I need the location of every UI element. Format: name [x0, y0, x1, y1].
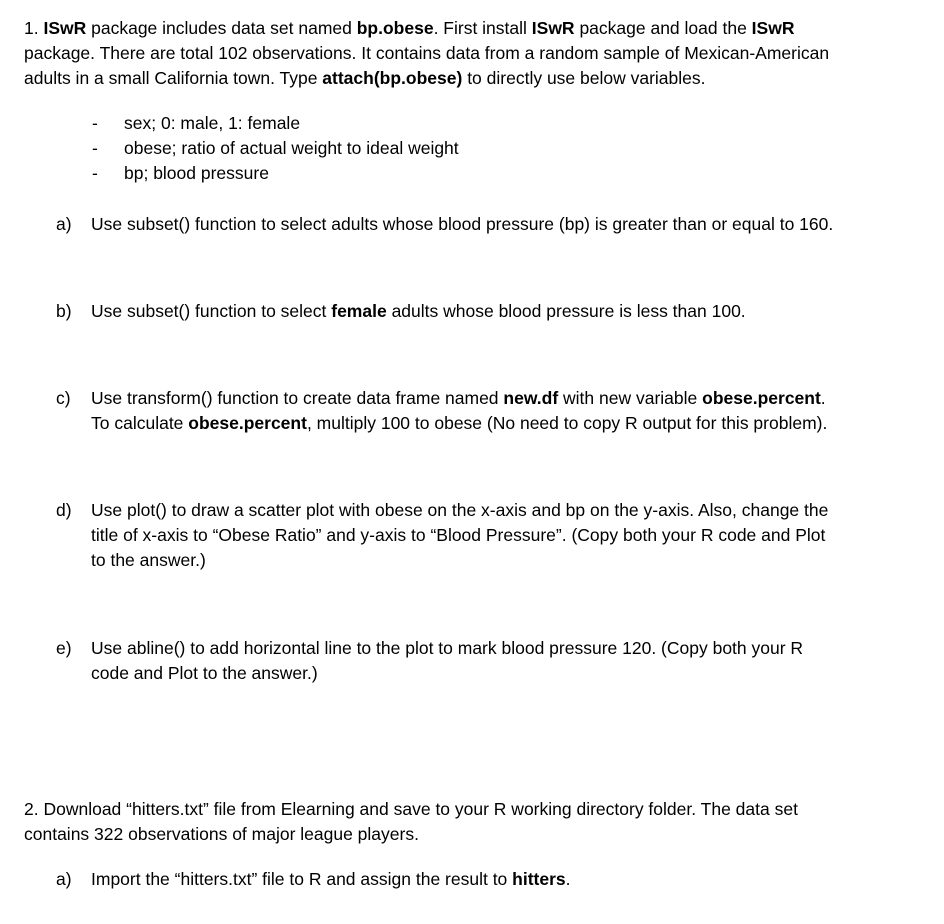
variable-bullet-dash: -: [92, 138, 98, 158]
q1b-text: Use subset() function to select female adults whose blood pressure is less than 100.: [91, 301, 746, 321]
q1c-text-line-2: To calculate obese.percent, multiply 100 to obese (No need to copy R output for this problem).: [91, 413, 828, 433]
dataset-name: bp.obese: [356, 18, 434, 38]
q1c-label: c): [56, 388, 71, 408]
variable-item-obese: obese; ratio of actual weight to ideal weight: [124, 138, 459, 158]
q1-intro-line-1: 1. ISwR package includes data set named bp.obese. First install ISwR package and load the ISwR: [24, 18, 795, 38]
q2-intro-line-2: contains 322 observations of major league players.: [24, 824, 419, 844]
q1-intro-line-3: adults in a small California town. Type attach(bp.obese) to directly use below variables.: [24, 68, 706, 88]
q2-intro-line-1: 2. Download “hitters.txt” file from Elearning and save to your R working directory folder. The data set: [24, 799, 798, 819]
q1d-text-line-1: Use plot() to draw a scatter plot with obese on the x-axis and bp on the y-axis. Also, change the: [91, 500, 829, 520]
q1a-text: Use subset() function to select adults whose blood pressure (bp) is greater than or equal to 160.: [91, 214, 834, 234]
package-name: ISwR: [751, 18, 795, 38]
q1d-text-line-2: title of x-axis to “Obese Ratio” and y-axis to “Blood Pressure”. (Copy both your R code and Plot: [91, 525, 826, 545]
q1b-label: b): [56, 301, 72, 321]
variable-bullet-dash: -: [92, 163, 98, 183]
q2a-label: a): [56, 869, 72, 889]
q1d-text-line-3: to the answer.): [91, 550, 206, 570]
package-name: ISwR: [43, 18, 87, 38]
package-name: ISwR: [531, 18, 575, 38]
q1c-text-line-1: Use transform() function to create data frame named new.df with new variable obese.percent.: [91, 388, 826, 408]
variable-item-sex: sex; 0: male, 1: female: [124, 113, 301, 133]
q1-number: 1.: [24, 18, 44, 38]
variable-bullet-dash: -: [92, 113, 98, 133]
variable-item-bp: bp; blood pressure: [124, 163, 269, 183]
attach-command: attach(bp.obese): [322, 68, 463, 88]
q1d-label: d): [56, 500, 72, 520]
q1e-text-line-1: Use abline() to add horizontal line to the plot to mark blood pressure 120. (Copy both your R: [91, 638, 804, 658]
q1e-text-line-2: code and Plot to the answer.): [91, 663, 318, 683]
q1-intro-line-2: package. There are total 102 observations. It contains data from a random sample of Mexican-American: [24, 43, 830, 63]
q1a-label: a): [56, 214, 72, 234]
q1e-label: e): [56, 638, 72, 658]
q2a-text: Import the “hitters.txt” file to R and assign the result to hitters.: [91, 869, 571, 889]
